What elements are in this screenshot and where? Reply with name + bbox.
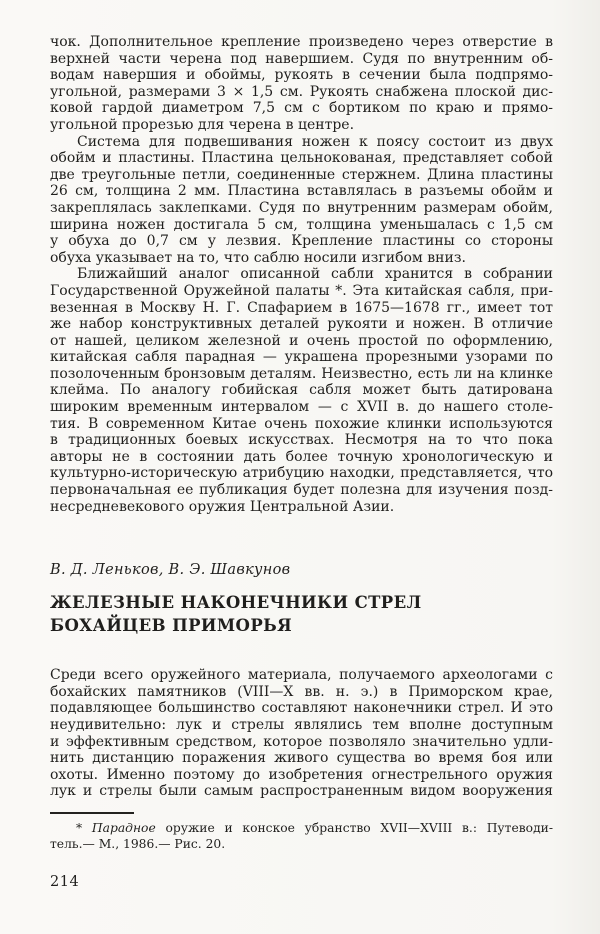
- text-line: везенная в Москву Н. Г. Спафарием в 1675—1678 гг., имеет тот: [50, 299, 553, 316]
- text-line: обуха указывает на то, что саблю носили изгибом вниз.: [50, 249, 466, 266]
- text-line: широким временным интервалом — с XVII в. до нашего столе-: [50, 399, 553, 416]
- paragraph: [50, 134, 553, 267]
- paragraph-continuation: [50, 34, 553, 134]
- text-line: ширина ножен достигала 5 см, толщина уменьшалась с 1,5 см: [50, 216, 553, 233]
- text-line: тия. В современном Китае очень похожие клинки используются: [50, 415, 553, 432]
- text-line: китайская сабля парадная — украшена прорезными узорами по: [50, 349, 553, 366]
- footnote: [50, 812, 553, 853]
- text-line: авторы не в состоянии дать более точную хронологическую и: [50, 448, 553, 465]
- text-line: Среди всего оружейного материала, получаемого археологами с: [50, 667, 553, 684]
- text-line: угольной прорезью для черена в центре.: [50, 116, 355, 133]
- footnote-italic-term: Парадное: [91, 820, 156, 835]
- text-line: клейма. По аналогу гобийская сабля может быть датирована: [50, 382, 553, 399]
- text-line: культурно-историческую атрибуцию находки, представляется, что: [50, 465, 553, 482]
- text-line: водам навершия и обоймы, рукоять в сечении была подпрямо-: [50, 67, 553, 84]
- article-title-line-1: ЖЕЛЕЗНЫЕ НАКОНЕЧНИКИ СТРЕЛ: [50, 593, 422, 613]
- footnote-line: тель.— М., 1986.— Рис. 20.: [50, 837, 226, 852]
- footnote-marker: *: [76, 820, 83, 835]
- text-line: угольной, размерами 3 × 1,5 см. Рукоять снабжена плоской дис-: [50, 83, 553, 100]
- text-line: верхней части черена под навершием. Судя по внутренним об-: [50, 50, 553, 67]
- authors-line: В. Д. Леньков, В. Э. Шавкунов: [50, 562, 291, 579]
- footnote-rule: [50, 812, 134, 814]
- text-line: у обуха до 0,7 см у лезвия. Крепление пластины со стороны: [50, 233, 553, 250]
- text-line: охоты. Именно поэтому до изобретения огнестрельного оружия: [50, 766, 553, 783]
- footnote-line: [50, 820, 553, 837]
- text-line: же набор конструктивных деталей рукояти и ножен. В отличие: [50, 316, 553, 333]
- text-line: лук и стрелы были самым распространенным видом вооружения: [50, 783, 553, 800]
- text-line: чок. Дополнительное крепление произведено через отверстие в: [50, 34, 553, 50]
- article-title-line-2: БОХАЙЦЕВ ПРИМОРЬЯ: [50, 616, 293, 636]
- text-line: в традиционных боевых искусствах. Несмотря на то что пока: [50, 432, 553, 449]
- text-line: несредневекового оружия Центральной Азии.: [50, 498, 395, 515]
- text-line: бохайских памятников (VIII—X вв. н. э.) в Приморском крае,: [50, 683, 553, 700]
- text-line: нить дистанцию поражения живого существа во время боя или: [50, 750, 553, 767]
- article-title: [50, 591, 553, 637]
- text-line: от нашей, целиком железной и очень простой по оформлению,: [50, 332, 553, 349]
- previous-article-text: [50, 34, 553, 515]
- text-line: позолоченным бронзовым деталям. Неизвестно, есть ли на клинке: [50, 365, 553, 382]
- text-line: 26 см, толщина 2 мм. Пластина вставлялась в разъемы обойм и: [50, 183, 553, 200]
- text-line: Система для подвешивания ножен к поясу состоит из двух: [77, 133, 553, 150]
- text-line: и эффективным средством, которое позволяло значительно удли-: [50, 733, 553, 750]
- text-line: две треугольные петли, соединенные стержнем. Длина пластины: [50, 166, 553, 183]
- page-number: 214: [50, 873, 80, 890]
- text-line: подавляющее большинство составляют наконечники стрел. И это: [50, 700, 553, 717]
- paragraph: [50, 667, 553, 800]
- paragraph: [50, 266, 553, 515]
- text-line: неудивительно: лук и стрелы являлись тем вполне доступным: [50, 717, 553, 733]
- text-line: Государственной Оружейной палаты *. Эта китайская сабля, при-: [50, 282, 553, 299]
- text-line: обойм и пластины. Пластина цельнокованая, представляет собой: [50, 150, 553, 167]
- footnote-text: оружие и конское убранство XVII—XVIII в.: Путеводи-: [155, 820, 553, 835]
- text-line: первоначальная ее публикация будет полезна для изучения позд-: [50, 482, 553, 499]
- text-line: ковой гардой диаметром 7,5 см с бортиком по краю и прямо-: [50, 100, 553, 117]
- new-article-text: [50, 667, 553, 800]
- text-line: закреплялась заклепками. Судя по внутренним размерам обойм,: [50, 199, 553, 216]
- text-line: Ближайший аналог описанной сабли хранится в собрании: [77, 266, 553, 283]
